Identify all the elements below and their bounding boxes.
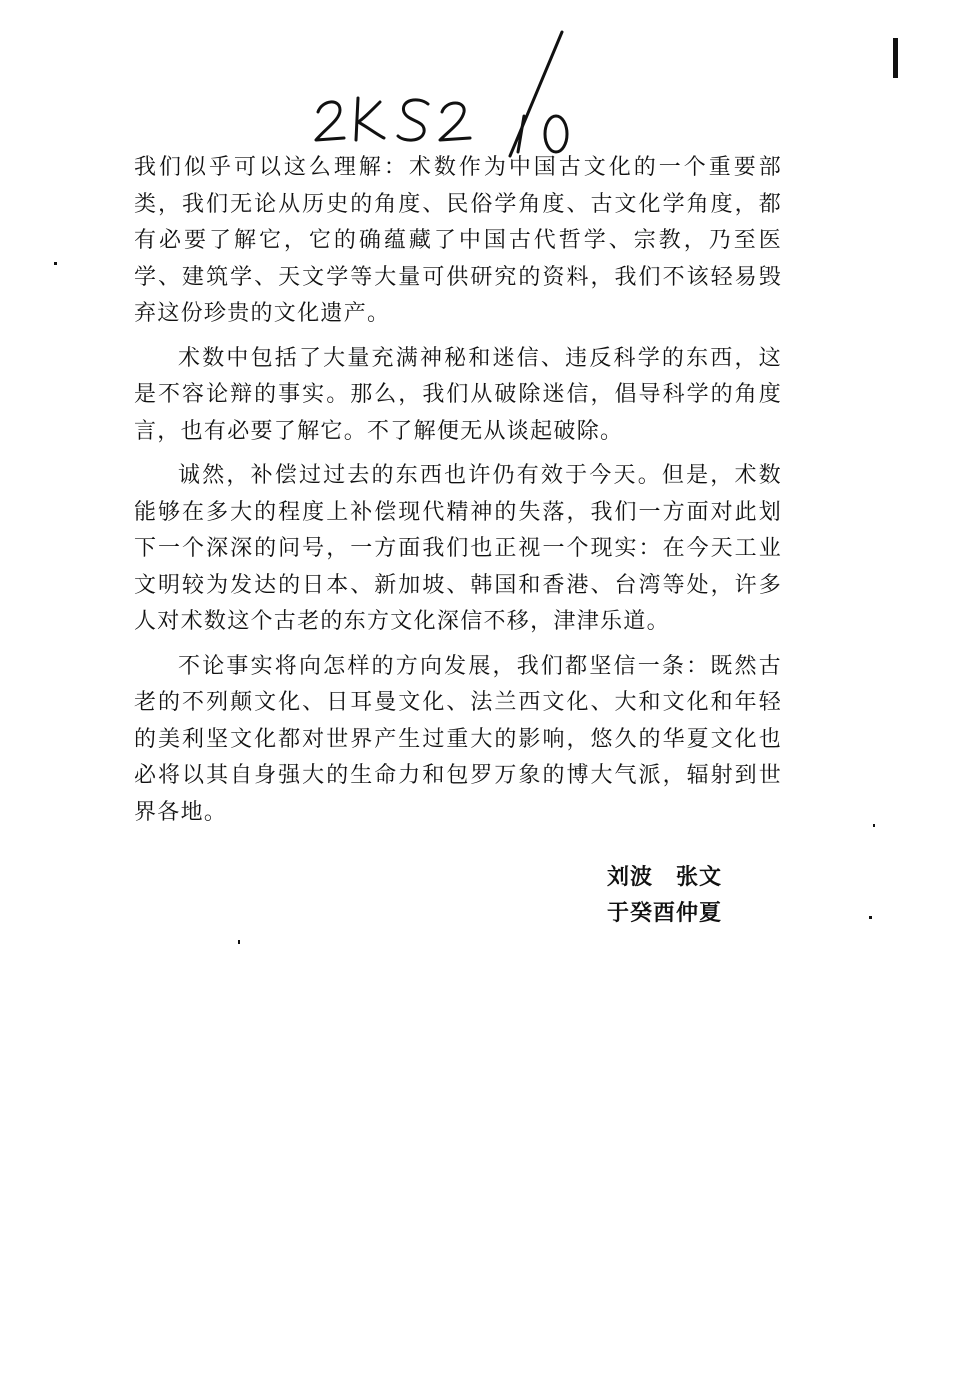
paragraph-2: 术数中包括了大量充满神秘和迷信、违反科学的东西，这是不容论辩的事实。那么，我们从破除迷信，倡导科学的角度言，也有必要了解它。不了解便无从谈起破除。	[134, 345, 782, 444]
signature-date: 于癸酉仲夏	[607, 901, 723, 926]
body-text	[134, 150, 782, 839]
handwritten-note	[300, 20, 600, 170]
scan-mark-top-right	[893, 38, 898, 78]
scan-speck	[238, 940, 240, 944]
paragraph-1: 我们似乎可以这么理解：术数作为中国古文化的一个重要部类，我们无论从历史的角度、民俗学角度、古文化学角度，都有必要了解它，它的确蕴藏了中国古代哲学、宗教，乃至医学、建筑学、天文学等大量可供研究的资料，我们不该轻易毁弃这份珍贵的文化遗产。	[134, 155, 782, 326]
signature-authors: 刘波 张文	[607, 865, 723, 890]
paragraph-4: 不论事实将向怎样的方向发展，我们都坚信一条：既然古老的不列颠文化、日耳曼文化、法兰西文化、大和文化和年轻的美利坚文化都对世界产生过重大的影响，悠久的华夏文化也必将以其自身强大的生命力和包罗万象的博大气派，辐射到世界各地。	[134, 653, 782, 825]
scan-speck	[54, 262, 57, 265]
scan-speck	[873, 824, 875, 827]
signature-block	[607, 860, 722, 932]
paragraph-3: 诚然，补偿过过去的东西也许仍有效于今天。但是，术数能够在多大的程度上补偿现代精神的失落，我们一方面对此划下一个深深的问号，一方面我们也正视一个现实：在今天工业文明较为发达的日本、新加坡、韩国和香港、台湾等处，许多人对术数这个古老的东方文化深信不移，津津乐道。	[134, 463, 782, 634]
scan-speck	[869, 916, 872, 919]
